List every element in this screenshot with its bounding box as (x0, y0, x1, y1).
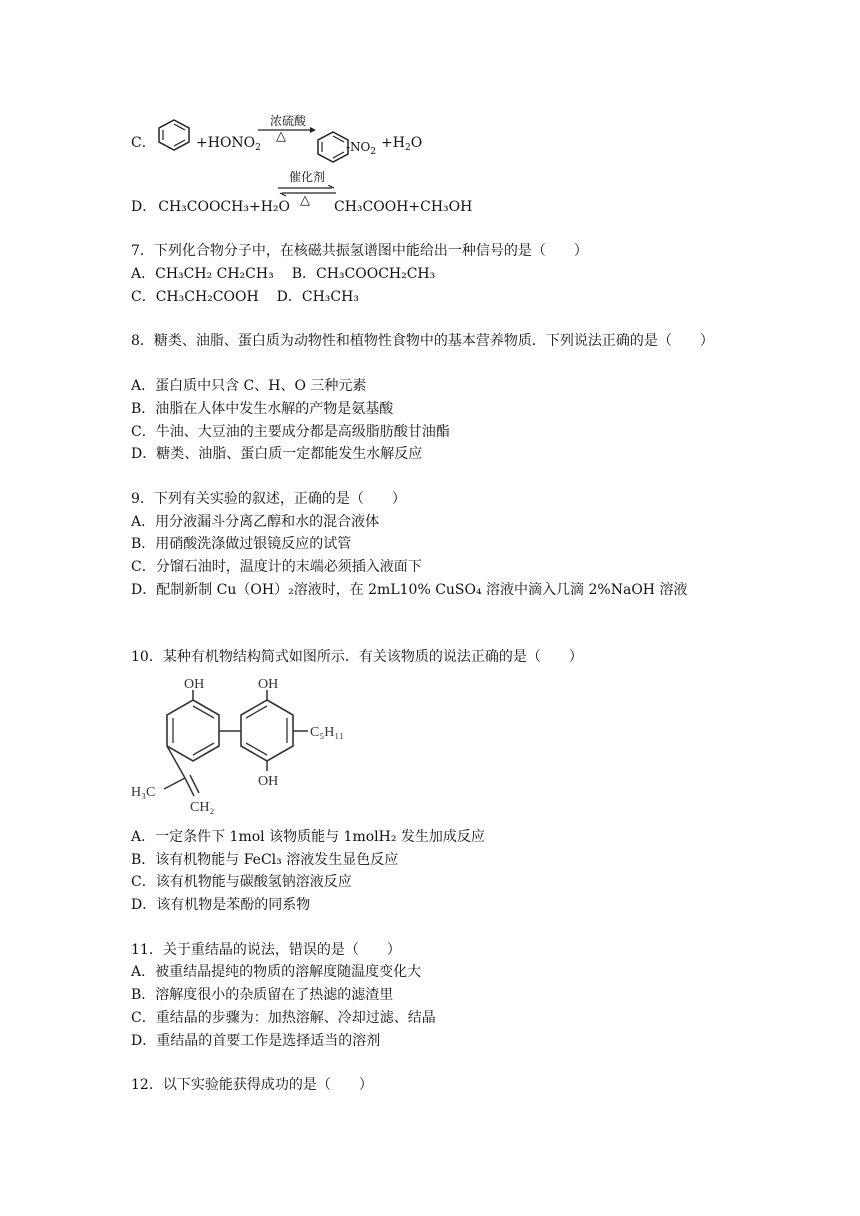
q8-option-d: D．糖类、油脂、蛋白质一定都能发生水解反应 (131, 446, 423, 462)
q6-option-d (131, 197, 290, 217)
q8-option-b: B．油脂在人体中发生水解的产物是氨基酸 (131, 401, 394, 417)
q9-option-b: B．用硝酸洗涤做过银镜反应的试管 (131, 536, 352, 552)
benzene-structure-c (154, 118, 194, 152)
q6-c-nitro-sub: 2 (370, 147, 377, 157)
q6-d-heat: △ (300, 193, 310, 208)
q6-c-nitro-group (346, 137, 376, 157)
q6-c-label: C． (131, 135, 156, 151)
q7-option-d: D．CH₃CH₃ (276, 289, 359, 305)
q6-d-right: CH₃COOH+CH₃OH (334, 199, 473, 215)
q10-h3c: H₃C (131, 785, 156, 800)
q7-option-b: B．CH₃COOCH₂CH₃ (291, 266, 436, 282)
q6-d-left: CH₃COOCH₃+H₂O (158, 199, 290, 215)
q10-option-c: C．该有机物能与碳酸氢钠溶液反应 (131, 874, 352, 890)
q10-oh-right-bottom: OH (258, 774, 279, 789)
q6-c-reagent-text: +HONO (196, 135, 256, 151)
q11-option-d: D．重结晶的首要工作是选择适当的溶剂 (131, 1033, 381, 1049)
q11-stem: 11．关于重结晶的说法，错误的是（ ） (131, 942, 401, 958)
q10-option-b: B．该有机物能与 FeCl₃ 溶液发生显色反应 (131, 852, 399, 868)
q6-c-water-o: O (410, 135, 423, 151)
q9-stem: 9．下列有关实验的叙述，正确的是（ ） (131, 491, 406, 507)
q7-stem: 7．下列化合物分子中，在核磁共振氢谱图中能给出一种信号的是（ ） (131, 243, 588, 259)
q10-oh-right-top: OH (258, 677, 279, 692)
q11-option-b: B．溶解度很小的杂质留在了热滤的滤渣里 (131, 987, 394, 1003)
q6-c-reagent-sub: 2 (255, 143, 261, 153)
q12-stem: 12．以下实验能获得成功的是（ ） (131, 1077, 373, 1093)
q6-c-reagent (196, 133, 261, 153)
q6-option-c (131, 133, 156, 153)
q10-structure-diagram (128, 674, 378, 820)
q7-options-row2 (131, 287, 359, 307)
q10-c5h11: C₅H₁₁ (310, 725, 345, 740)
q11-option-c: C．重结晶的步骤为：加热溶解、冷却过滤、结晶 (131, 1010, 436, 1026)
q7-options-row1 (131, 264, 435, 284)
q6-d-condition: 催化剂 (288, 170, 325, 184)
q10-option-d: D．该有机物是苯酚的同系物 (131, 897, 311, 913)
q7-option-a: A．CH₃CH₂ CH₂CH₃ (131, 266, 274, 282)
q8-option-c: C．牛油、大豆油的主要成分都是高级脂肪酸甘油酯 (131, 424, 450, 440)
q7-option-c: C．CH₃CH₂COOH (131, 289, 259, 305)
q10-stem: 10．某种有机物结构简式如图所示．有关该物质的说法正确的是（ ） (131, 649, 583, 665)
q10-oh-left: OH (184, 677, 205, 692)
q11-option-a: A．被重结晶提纯的物质的溶解度随温度变化大 (131, 964, 422, 980)
q6-c-plus-h: +H (381, 135, 405, 151)
q6-c-product-water (381, 133, 422, 153)
q8-option-a: A．蛋白质中只含 C、H、O 三种元素 (131, 378, 367, 394)
q9-option-a: A．用分液漏斗分离乙醇和水的混合液体 (131, 514, 380, 530)
q9-option-d: D．配制新制 Cu（OH）₂溶液时，在 2mL10% CuSO₄ 溶液中滴入几滴 2%NaOH 溶液 (131, 582, 688, 598)
q8-stem: 8．糖类、油脂、蛋白质为动物性和植物性食物中的基本营养物质．下列说法正确的是（ ） (131, 333, 714, 349)
q9-option-c: C．分馏石油时，温度计的末端必须插入液面下 (131, 559, 422, 575)
q10-ch2: CH₂ (190, 800, 215, 815)
q6-d-label: D． (131, 199, 157, 215)
q6-c-heat: △ (276, 129, 286, 144)
q6-c-condition: 浓硫酸 (269, 114, 306, 128)
q6-c-nitro: -NO (346, 140, 371, 154)
q6-c-arrow (256, 126, 316, 146)
q10-option-a: A．一定条件下 1mol 该物质能与 1molH₂ 发生加成反应 (131, 829, 485, 845)
q6-c-water-sub: 2 (404, 143, 411, 153)
